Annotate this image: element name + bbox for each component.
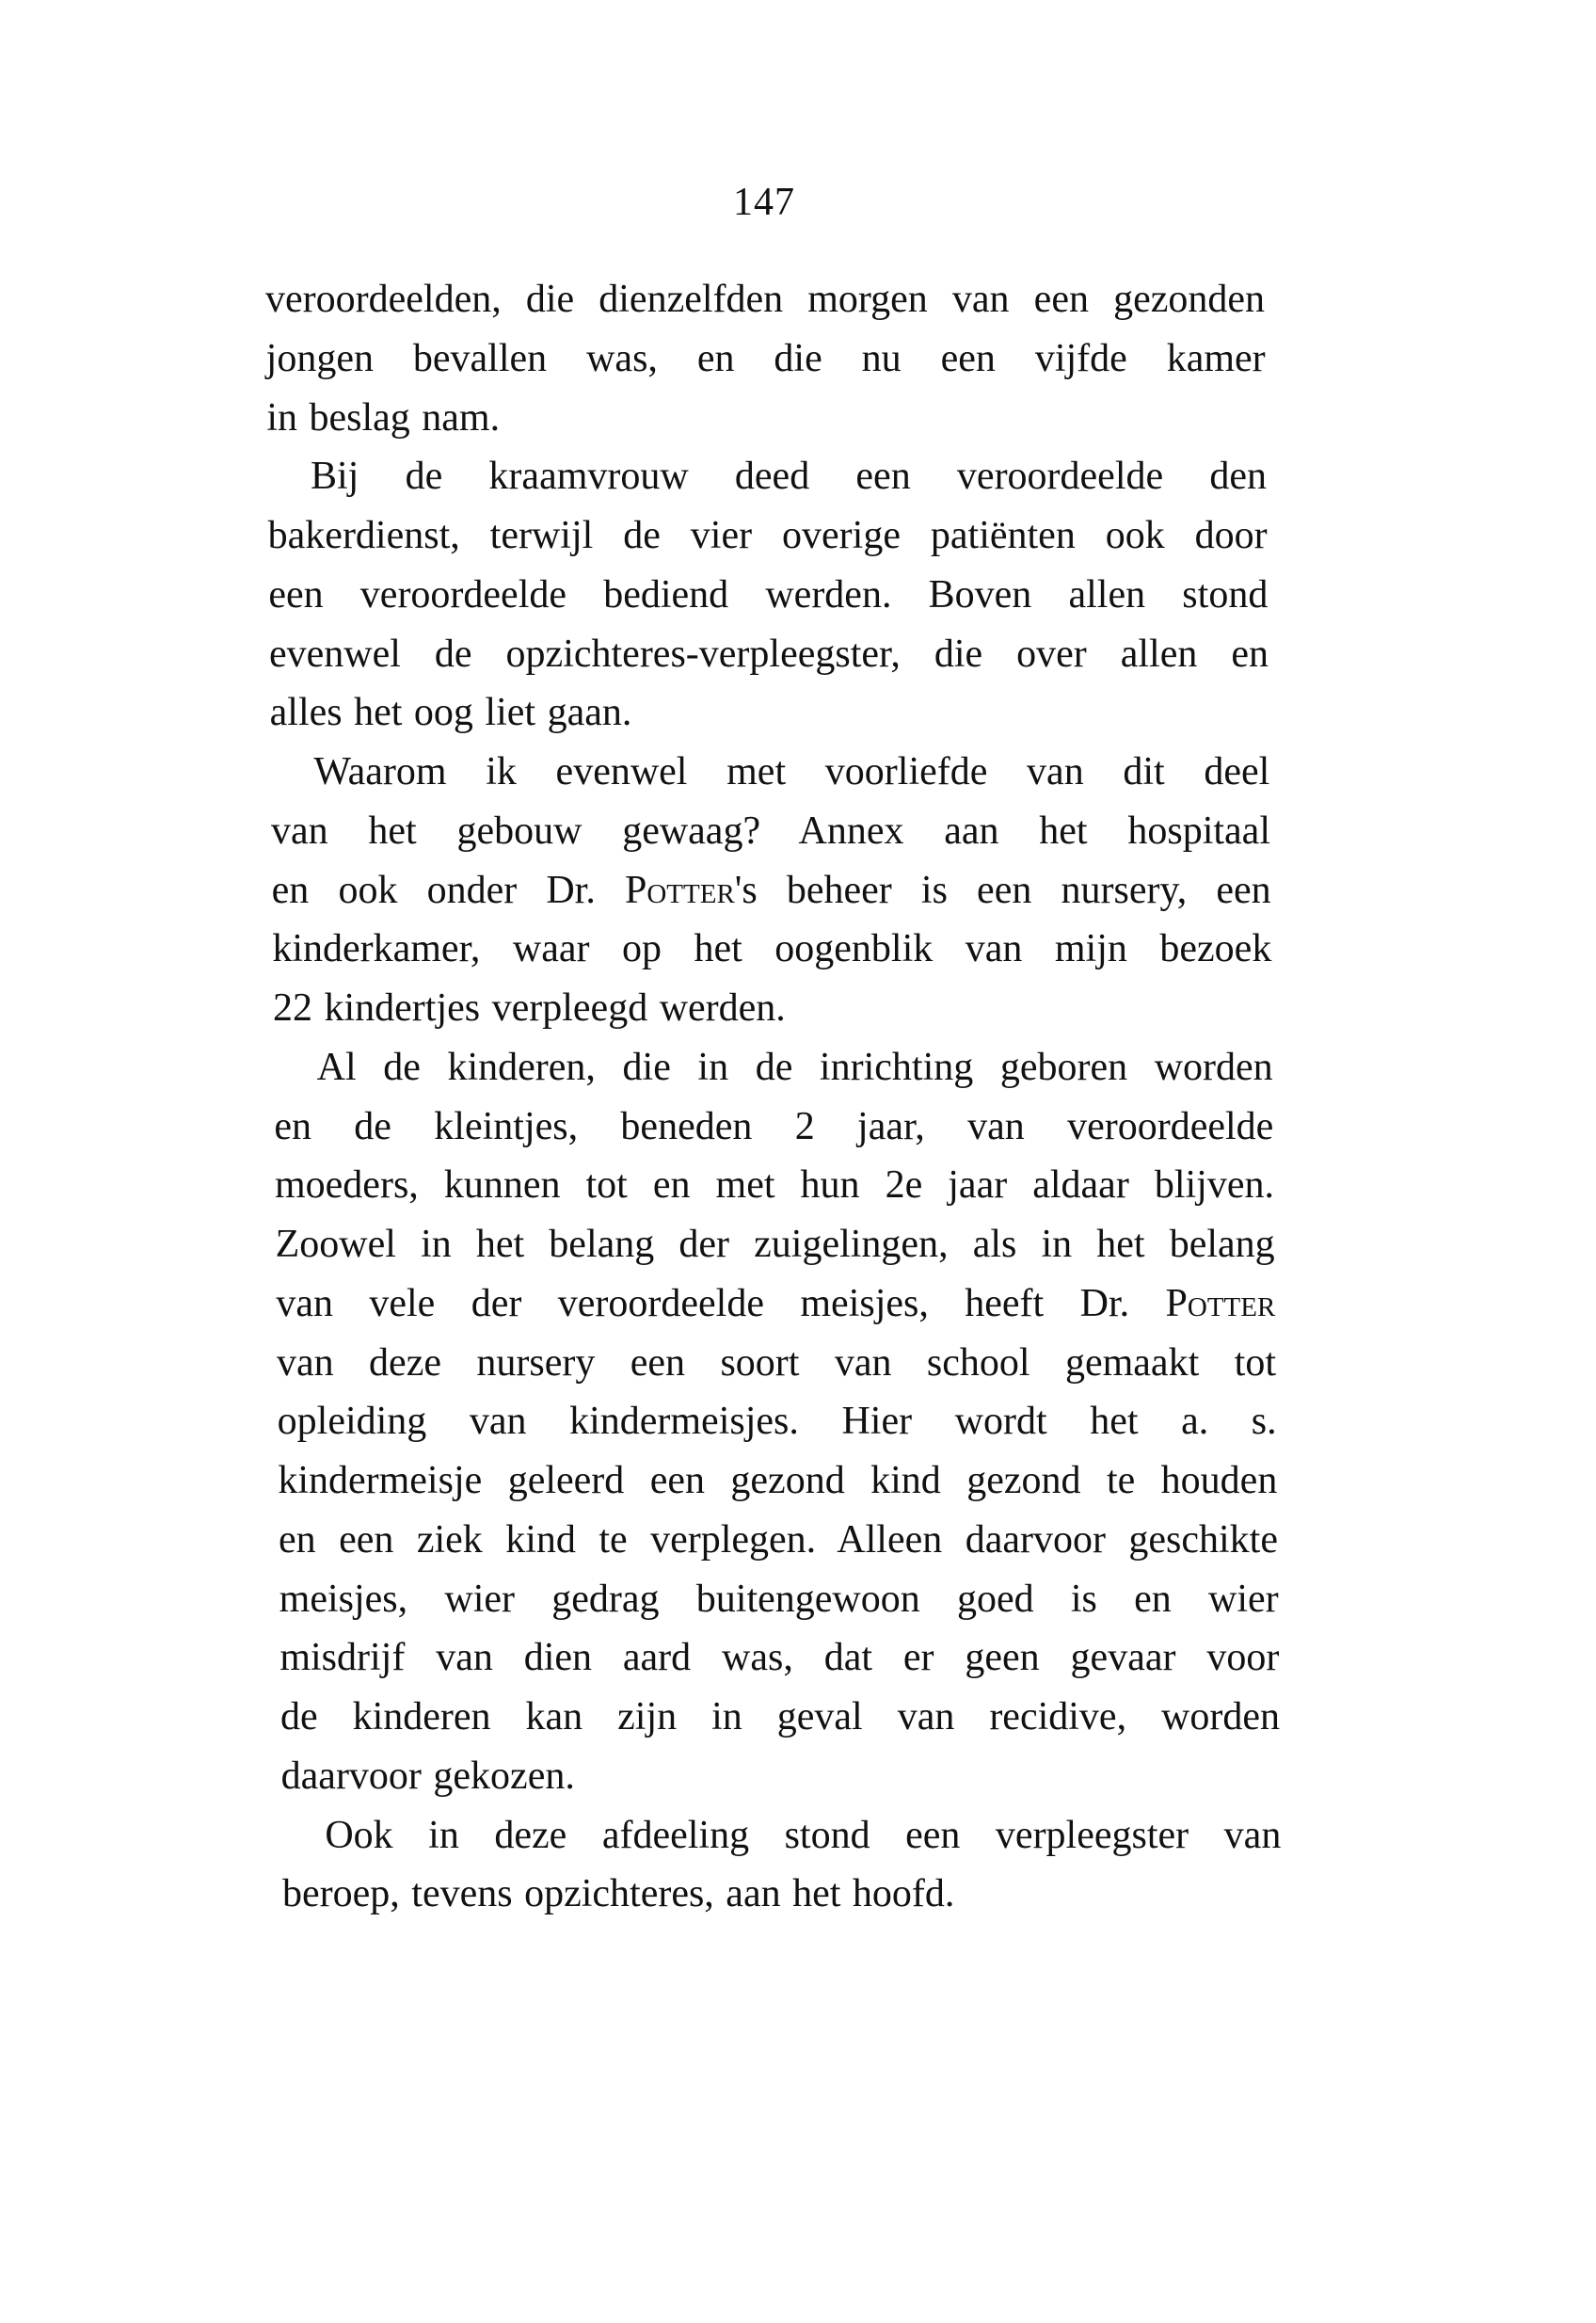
- text-line: meisjes, wier gedrag buitengewoon goed is en wier: [279, 1577, 1279, 1621]
- text-line: moeders, kunnen tot en met hun 2e jaar aldaar blijven.: [275, 1163, 1274, 1208]
- text-line: alles het oog liet gaan.: [269, 691, 632, 735]
- text-line: veroordeelden, die dienzelfden morgen van een gezonden: [265, 278, 1265, 321]
- text-line: kinderkamer, waar op het oogenblik van mijn bezoek: [272, 927, 1272, 971]
- text-line: van deze nursery een soort van school gemaakt tot: [277, 1340, 1276, 1385]
- paragraph-first-line: Bij de kraamvrouw deed een veroordeelde den: [311, 455, 1267, 499]
- small-caps-name: Potter: [1165, 1281, 1276, 1325]
- small-caps-name: Potter: [625, 868, 735, 912]
- paragraph-first-line: Al de kinderen, die in de inrichting geboren worden: [316, 1045, 1273, 1089]
- text-line: en een ziek kind te verplegen. Alleen daarvoor geschikte: [279, 1517, 1278, 1562]
- text-line: in beslag nam.: [266, 395, 501, 440]
- text-line: misdrijf van dien aard was, dat er geen gevaar voor: [279, 1636, 1280, 1680]
- text-line: de kinderen kan zijn in geval van recidive, worden: [280, 1695, 1280, 1738]
- text-line: evenwel de opzichteres-verpleegster, die over allen en: [269, 632, 1269, 676]
- text-line: een veroordeelde bediend werden. Boven allen stond: [268, 572, 1269, 617]
- text-line: bakerdienst, terwijl de vier overige patiënten ook door: [267, 514, 1268, 557]
- text-line: van het gebouw gewaag? Annex aan het hospitaal: [271, 809, 1270, 853]
- paragraph-first-line: Ook in deze afdeeling stond een verpleegster van: [325, 1813, 1282, 1857]
- text-line: en de kleintjes, beneden 2 jaar, van veroordeelde: [274, 1104, 1274, 1148]
- text-line: 22 kindertjes verpleegd werden.: [273, 986, 786, 1030]
- paragraph-first-line: Waarom ik evenwel met voorliefde van dit deel: [313, 750, 1270, 793]
- page-number: 147: [733, 181, 795, 224]
- text-line: daarvoor gekozen.: [280, 1754, 575, 1798]
- text-line: en ook onder Dr. Potter's beheer is een nursery, een: [271, 868, 1271, 912]
- text-line: opleiding van kindermeisjes. Hier wordt het a. s.: [277, 1400, 1277, 1444]
- text-line: Zoowel in het belang der zuigelingen, als in het belang: [275, 1223, 1275, 1266]
- text-line: beroep, tevens opzichteres, aan het hoofd.: [282, 1872, 955, 1916]
- text-line: van vele der veroordeelde meisjes, heeft Dr. Potter: [276, 1281, 1276, 1325]
- text-line: jongen bevallen was, en die nu een vijfde kamer: [265, 336, 1266, 380]
- text-line: kindermeisje geleerd een gezond kind gezond te houden: [278, 1459, 1278, 1502]
